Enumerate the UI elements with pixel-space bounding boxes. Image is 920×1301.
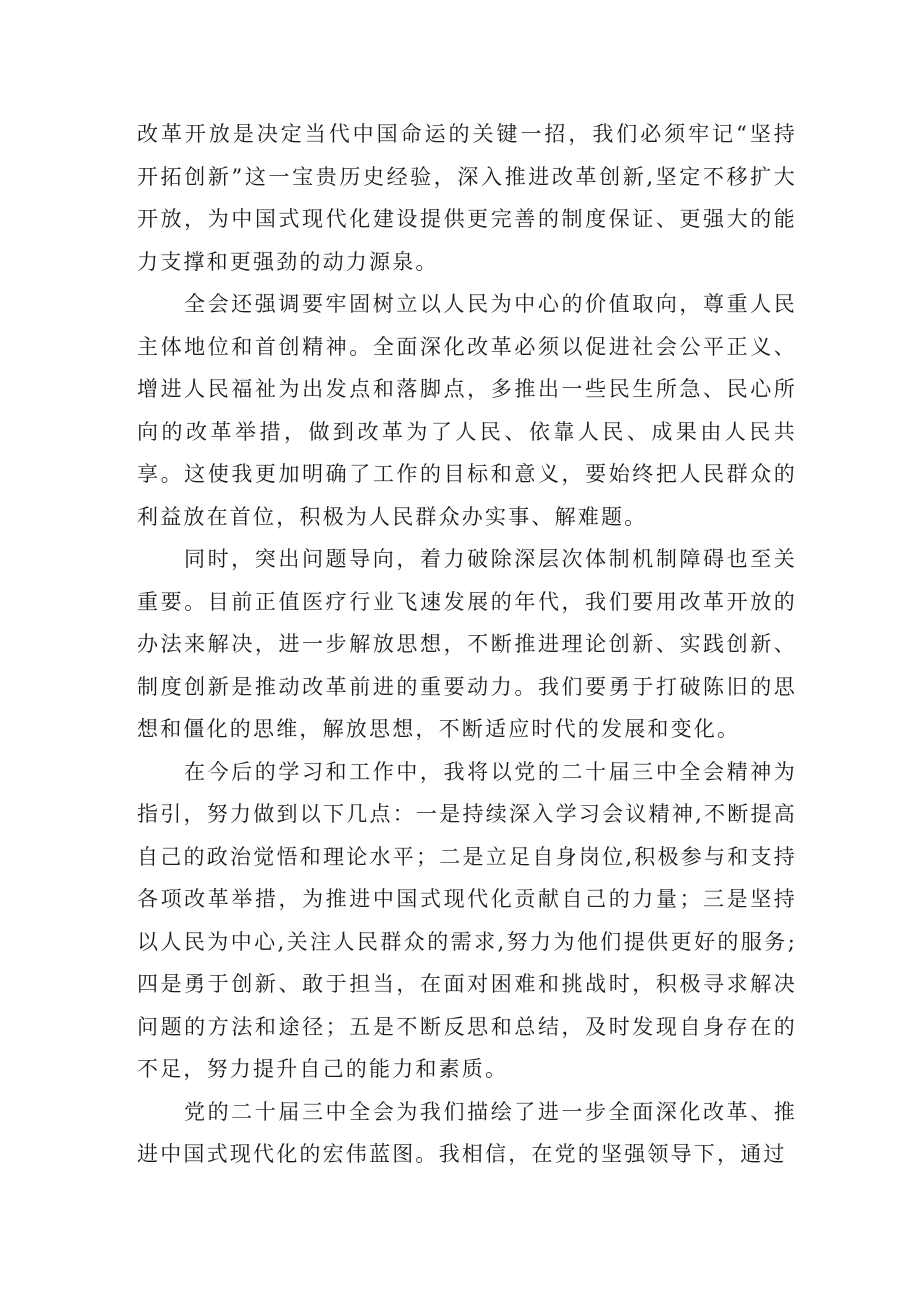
paragraph-blueprint: 党的二十届三中全会为我们描绘了进一步全面深化改革、推进中国式现代化的宏伟蓝图。我相信，在党的坚强领导下，通过 [137, 1099, 797, 1166]
paragraph-future-work: 在今后的学习和工作中，我将以党的二十届三中全会精神为指引，努力做到以下几点：一是持续深入学习会议精神,不断提高自己的政治觉悟和理论水平；二是立足自身岗位,积极参与和支持各项改革举措，为推进中国式现代化贡献自己的力量；三是坚持以人民为中心,关注人民群众的需求,努力为他们提供更好的服务;四是勇于创新、敢于担当，在面对困难和挑战时，积极寻求解决问题的方法和途径；五是不断反思和总结，及时发现自身存在的不足，努力提升自己的能力和素质。 [137, 759, 797, 1081]
paragraph-reform-opening: 改革开放是决定当代中国命运的关键一招，我们必须牢记“坚持开拓创新”这一宝贵历史经验，深入推进改革创新,坚定不移扩大开放，为中国式现代化建设提供更完善的制度保证、更强大的能力支撑和更强劲的动力源泉。 [137, 122, 797, 274]
paragraph-people-centered: 全会还强调要牢固树立以人民为中心的价值取向，尊重人民主体地位和首创精神。全面深化改革必须以促进社会公平正义、增进人民福祉为出发点和落脚点，多推出一些民生所急、民心所向的改革举措，做到改革为了人民、依靠人民、成果由人民共享。这使我更加明确了工作的目标和意义，要始终把人民群众的利益放在首位，积极为人民群众办实事、解难题。 [137, 292, 797, 529]
paragraph-problem-oriented: 同时，突出问题导向，着力破除深层次体制机制障碍也至关重要。目前正值医疗行业飞速发展的年代，我们要用改革开放的办法来解决，进一步解放思想，不断推进理论创新、实践创新、制度创新是推动改革前进的重要动力。我们要勇于打破陈旧的思想和僵化的思维，解放思想，不断适应时代的发展和变化。 [137, 547, 797, 741]
document-body [137, 113, 797, 1176]
